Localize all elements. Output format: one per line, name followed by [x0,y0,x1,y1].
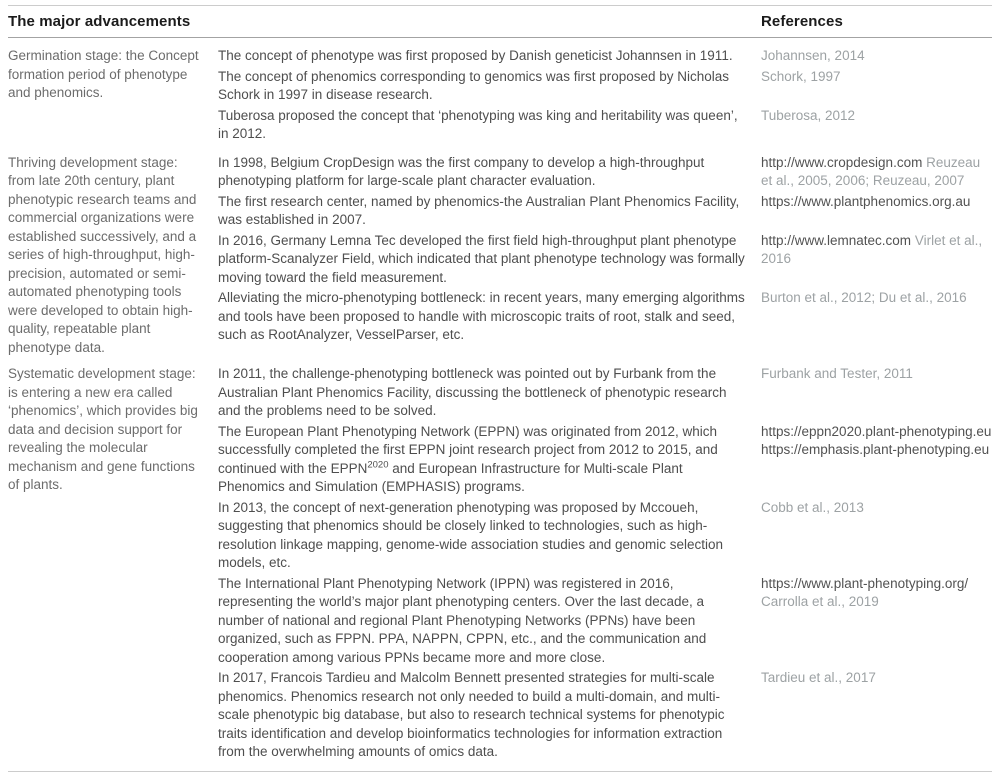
reference-citation-link[interactable]: Tuberosa, 2012 [761,107,856,123]
group-rows [218,154,992,358]
header-references: References [761,13,843,30]
reference-cell [761,499,992,573]
reference-url-link[interactable]: http://www.lemnatec.com [761,232,915,248]
advancement-text-part: The International Plant Phenotyping Network (IPPN) was registered in 2016, representing the world’s major plant phenotyping centers. Over the last decade, a number of national and regional Plant Phenotyping Networks (PPNs) have been organized, such as FPPN. PPA, NAPPN, CPPN, etc., and the communication and cooperation among various PPNs became more and more close. [218,575,707,665]
superscript-text: 2020 [367,459,389,470]
advancement-text-part: In 2013, the concept of next-generation phenotyping was proposed by Mccoueh, suggesting that phenomics should be closely linked to technologies, such as high-resolution linkage mapping, genome-wide association studies and genomic selection models, etc. [218,499,724,570]
header-middle-empty [218,13,761,30]
advancement-text-part: The European Plant Phenotyping Network (EPPN) was originated from 2012, which successfully completed the first EPPN joint research project from 2012 to 2015, and continued with the EPPN [218,423,718,476]
advancement-text [218,423,761,497]
reference-cell [761,68,992,105]
table-row [218,68,992,105]
advancement-text-part: and European Infrastructure for Multi-scale Plant Phenomics and Simulation (EMPHASIS) programs. [218,460,683,494]
advancement-text [218,107,761,144]
advancement-text [218,669,761,762]
advancement-text-part: The concept of phenotype was first proposed by Danish geneticist Johannsen in 1911. [218,48,733,63]
table-row [218,47,992,66]
reference-cell [761,107,992,144]
reference-citation-link[interactable]: Reuzeau et al., 2005, 2006; Reuzeau, 2007 [761,154,981,188]
advancement-text [218,232,761,288]
table-row-group [8,365,992,764]
advancement-text-part: The first research center, named by phenomics-the Australian Plant Phenomics Facility, was established in 2007. [218,193,740,227]
reference-url-link[interactable]: https://emphasis.plant-phenotyping.eu [761,442,990,457]
reference-citation-link[interactable]: Carrolla et al., 2019 [761,594,879,609]
reference-cell [761,47,992,66]
group-rows [218,365,992,764]
stage-description: Thriving development stage: from late 20th century, plant phenotypic research teams and commercial organizations were established successively, and a series of high-throughput, high-precision, automated or semi-automated phenotyping tools were developed to obtain high-quality, repeatable plant phenotype data. [8,154,197,355]
reference-cell [761,193,992,230]
advancement-text [218,47,761,66]
advancement-text [218,289,761,345]
reference-cell [761,154,992,191]
stage-description: Systematic development stage: is entering a new era called ‘phenomics’, which provides big data and decision support for revealing the molecular mechanism and gene functions of plants. [8,366,198,492]
table-row [218,575,992,668]
reference-url-link[interactable]: https://www.plantphenomics.org.au [761,193,971,209]
reference-citation-link[interactable]: Cobb et al., 2013 [761,499,864,515]
table-row [218,365,992,421]
reference-url-link[interactable]: https://www.plant-phenotyping.org/ [761,575,969,591]
table-header-row [8,5,992,38]
table-row [218,289,992,345]
reference-url-link[interactable]: http://www.cropdesign.com [761,154,927,170]
reference-citation-link[interactable]: Tardieu et al., 2017 [761,670,876,685]
advancement-text [218,154,761,191]
table-row [218,154,992,191]
advancement-text-part: In 2011, the challenge-phenotyping bottleneck was pointed out by Furbank from the Australian Plant Phenomics Facility, discussing the bottleneck of phenotypic research and the problems need to be solved. [218,366,727,418]
table-row [218,107,992,144]
table-row [218,423,992,497]
reference-citation-link[interactable]: Johannsen, 2014 [761,48,865,63]
advancement-text-part: In 1998, Belgium CropDesign was the first company to develop a high-throughput phenotyping platform for large-scale plant character evaluation. [218,154,705,188]
reference-cell [761,669,992,762]
header-major-advancements: The major advancements [8,13,191,30]
advancement-text [218,499,761,573]
reference-cell [761,232,992,288]
reference-cell [761,575,992,668]
reference-citation-link[interactable]: Virlet et al., 2016 [761,232,983,266]
table-body [8,38,992,772]
table-row-group [8,154,992,358]
table-row [218,669,992,762]
reference-cell [761,365,992,421]
stage-description: Germination stage: the Concept formation period of phenotype and phenomics. [8,48,199,100]
advancement-text-part: In 2016, Germany Lemna Tec developed the first field high-throughput plant phenotype platform-Scanalyzer Field, which indicated that plant phenotype technology was formally moving toward the field measurement. [218,232,745,285]
reference-cell [761,289,992,345]
advancement-text-part: The concept of phenomics corresponding to genomics was first proposed by Nicholas Schork in 1997 in disease research. [218,68,730,102]
table-row [218,499,992,573]
advancement-text [218,68,761,105]
table-row [218,193,992,230]
reference-cell [761,423,992,497]
table-row [218,232,992,288]
table-row-group [8,47,992,146]
reference-citation-link[interactable]: Furbank and Tester, 2011 [761,366,913,381]
advancement-text [218,575,761,668]
advancement-text-part: Tuberosa proposed the concept that ‘phenotyping was king and heritability was queen’, in 2012. [218,107,738,141]
group-rows [218,47,992,146]
advancement-text [218,193,761,230]
advancement-text [218,365,761,421]
reference-citation-link[interactable]: Burton et al., 2012; Du et al., 2016 [761,290,967,305]
advancement-text-part: In 2017, Francois Tardieu and Malcolm Bennett presented strategies for multi-scale phenomics. Phenomics research not only needed to build a multi-domain, and multi-scale phenotypic big database, but also to research technical systems for phenotypic traits identification and develop bioinformatics technologies for information extraction from the overwhelming amounts of omics data. [218,670,725,759]
reference-citation-link[interactable]: Schork, 1997 [761,68,841,84]
reference-url-link[interactable]: https://eppn2020.plant-phenotyping.eu [761,423,992,439]
advancement-text-part: Alleviating the micro-phenotyping bottleneck: in recent years, many emerging algorithms and tools have been proposed to handle with microscopic traits of root, stalk and seed, such as RootAnalyzer, VesselParser, etc. [218,290,745,342]
